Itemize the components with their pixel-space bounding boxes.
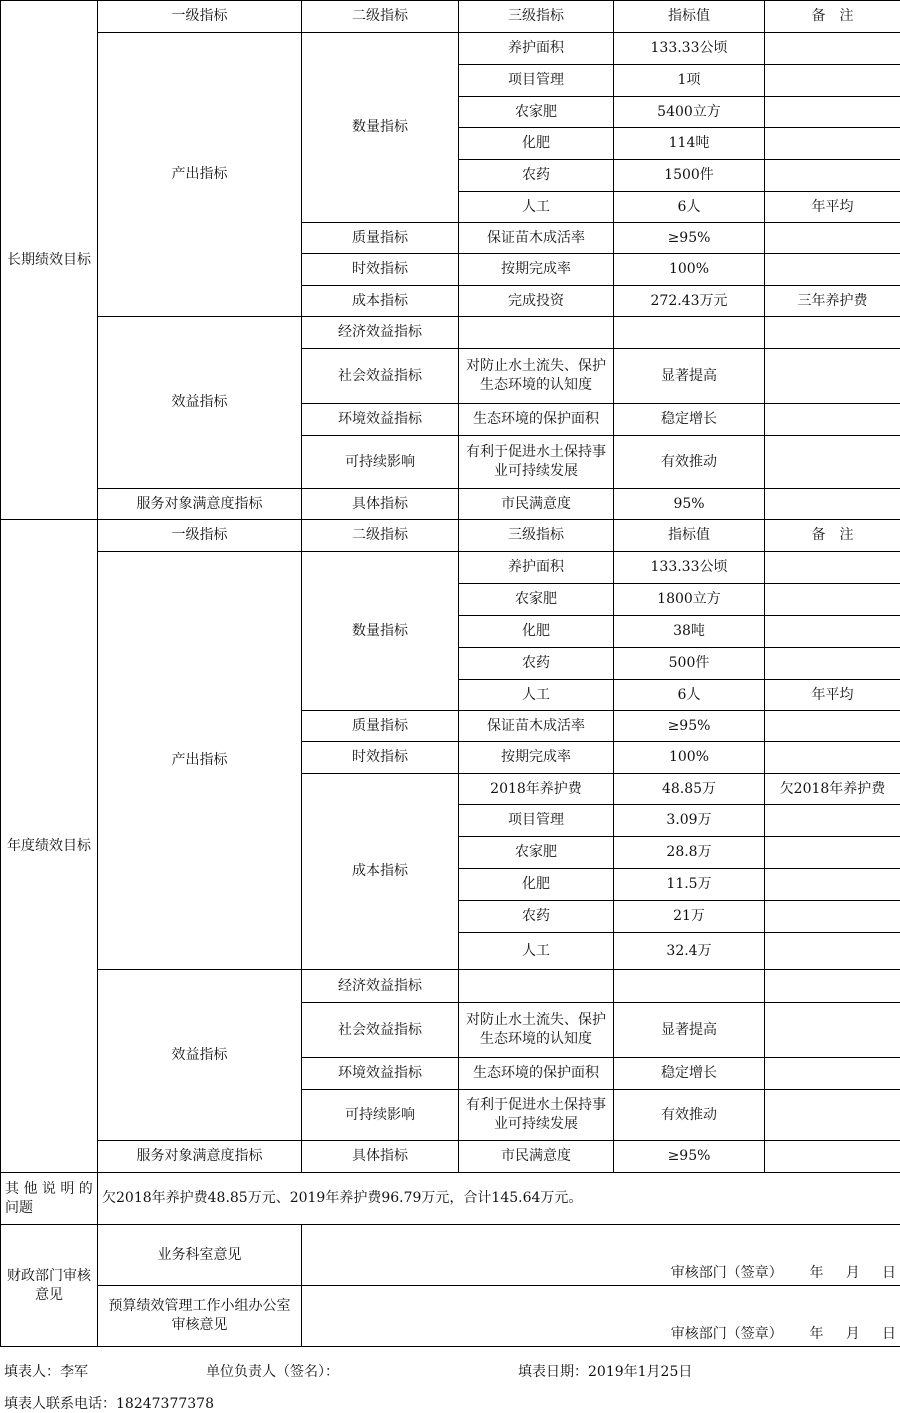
cell [765, 254, 900, 286]
review-signature: 审核部门（签章） 年 月 日 [671, 1325, 896, 1344]
cell [765, 223, 900, 254]
filler: 填表人：李军 [4, 1361, 88, 1381]
group-opinion [302, 1286, 900, 1347]
cell: 有利于促进水土保持事业可持续发展 [459, 436, 614, 489]
cell: 人工 [459, 933, 614, 970]
cell: 经济效益指标 [302, 317, 459, 349]
table-row [1, 1225, 900, 1286]
cell [459, 970, 614, 1003]
level1-output: 产出指标 [98, 552, 302, 970]
cell: 可持续影响 [302, 436, 459, 489]
value: 114吨 [614, 128, 765, 160]
cell: 具体指标 [302, 489, 459, 520]
group-opinion-label: 预算绩效管理工作小组办公室审核意见 [98, 1286, 302, 1347]
value: ≥95% [614, 711, 765, 742]
note [765, 805, 900, 837]
cell: 市民满意度 [459, 1141, 614, 1173]
cell: 按期完成率 [459, 742, 614, 774]
column-header: 二级指标 [302, 520, 459, 552]
cell: 完成投资 [459, 286, 614, 317]
unit-leader: 单位负责人（签名）： [206, 1361, 339, 1381]
note: 三年养护费 [765, 286, 900, 317]
value: 28.8万 [614, 837, 765, 869]
note [765, 648, 900, 680]
cell: 农药 [459, 648, 614, 680]
value: 272.43万元 [614, 286, 765, 317]
cell: 质量指标 [302, 711, 459, 742]
value: 1500件 [614, 160, 765, 192]
cell: 环境效益指标 [302, 1058, 459, 1090]
value: ≥95% [614, 1141, 765, 1173]
cell [765, 436, 900, 489]
level2-quantity: 数量指标 [302, 552, 459, 711]
section-label: 长期绩效目标 [1, 1, 98, 520]
level1-benefit: 效益指标 [98, 317, 302, 489]
value: 显著提高 [614, 1003, 765, 1058]
review-signature: 审核部门（签章） 年 月 日 [671, 1264, 896, 1283]
value: 稳定增长 [614, 1058, 765, 1090]
cell [765, 317, 900, 349]
cell: 农药 [459, 160, 614, 192]
cell [765, 711, 900, 742]
value: 21万 [614, 901, 765, 933]
cell: 人工 [459, 192, 614, 223]
table-row [1, 552, 900, 584]
cell [765, 742, 900, 774]
note [765, 97, 900, 128]
cell: 养护面积 [459, 552, 614, 584]
table-row [1, 1286, 900, 1347]
cell: 保证苗木成活率 [459, 223, 614, 254]
cell: 项目管理 [459, 65, 614, 97]
note: 年平均 [765, 680, 900, 711]
cell: 时效指标 [302, 742, 459, 774]
cell [765, 970, 900, 1003]
cell: 化肥 [459, 616, 614, 648]
cell [765, 1090, 900, 1141]
cell: 市民满意度 [459, 489, 614, 520]
table-row [1, 489, 900, 520]
cell: 有利于促进水土保持事业可持续发展 [459, 1090, 614, 1141]
cell: 服务对象满意度指标 [98, 1141, 302, 1173]
cell: 化肥 [459, 869, 614, 901]
value: 稳定增长 [614, 404, 765, 436]
cell: 环境效益指标 [302, 404, 459, 436]
column-header: 备 注 [765, 520, 900, 552]
note [765, 933, 900, 970]
note: 欠2018年养护费 [765, 774, 900, 805]
filler-phone: 填表人联系电话：18247377378 [4, 1393, 214, 1413]
note [765, 65, 900, 97]
column-header: 一级指标 [98, 520, 302, 552]
value: 1800立方 [614, 584, 765, 616]
value: 133.33公顷 [614, 33, 765, 65]
note: 年平均 [765, 192, 900, 223]
dept-opinion [302, 1225, 900, 1286]
note [765, 128, 900, 160]
value: 6人 [614, 680, 765, 711]
cell: 农家肥 [459, 584, 614, 616]
note [765, 616, 900, 648]
note [765, 869, 900, 901]
value: 3.09万 [614, 805, 765, 837]
cell: 生态环境的保护面积 [459, 1058, 614, 1090]
cell: 经济效益指标 [302, 970, 459, 1003]
value: ≥95% [614, 223, 765, 254]
column-header: 三级指标 [459, 1, 614, 33]
value: 100% [614, 742, 765, 774]
cell: 社会效益指标 [302, 1003, 459, 1058]
cell: 保证苗木成活率 [459, 711, 614, 742]
cell: 可持续影响 [302, 1090, 459, 1141]
value: 95% [614, 489, 765, 520]
cell [765, 1141, 900, 1173]
level2-cost: 成本指标 [302, 774, 459, 970]
cell: 农药 [459, 901, 614, 933]
cell: 项目管理 [459, 805, 614, 837]
cell [614, 317, 765, 349]
value: 显著提高 [614, 349, 765, 404]
note [765, 33, 900, 65]
cell: 成本指标 [302, 286, 459, 317]
column-header: 备 注 [765, 1, 900, 33]
value: 5400立方 [614, 97, 765, 128]
value: 11.5万 [614, 869, 765, 901]
cell: 具体指标 [302, 1141, 459, 1173]
cell: 化肥 [459, 128, 614, 160]
table-row [1, 970, 900, 1003]
table-row [1, 1, 900, 33]
value: 100% [614, 254, 765, 286]
cell: 农家肥 [459, 837, 614, 869]
value: 48.85万 [614, 774, 765, 805]
dept-opinion-label: 业务科室意见 [98, 1225, 302, 1286]
cell: 社会效益指标 [302, 349, 459, 404]
note [765, 901, 900, 933]
cell [459, 317, 614, 349]
cell: 生态环境的保护面积 [459, 404, 614, 436]
value: 6人 [614, 192, 765, 223]
section-label: 年度绩效目标 [1, 520, 98, 1173]
other-text: 欠2018年养护费48.85万元、2019年养护费96.79万元，合计145.64万元。 [98, 1173, 900, 1225]
note [765, 552, 900, 584]
review-label: 财政部门审核意见 [1, 1225, 98, 1347]
level1-output: 产出指标 [98, 33, 302, 317]
note [765, 160, 900, 192]
value: 有效推动 [614, 436, 765, 489]
value: 38吨 [614, 616, 765, 648]
cell: 对防止水土流失、保护生态环境的认知度 [459, 1003, 614, 1058]
cell: 按期完成率 [459, 254, 614, 286]
table-row [1, 1173, 900, 1225]
value: 133.33公顷 [614, 552, 765, 584]
value: 有效推动 [614, 1090, 765, 1141]
value: 1项 [614, 65, 765, 97]
table-row [1, 1141, 900, 1173]
column-header: 指标值 [614, 1, 765, 33]
fill-date: 填表日期：2019年1月25日 [518, 1361, 692, 1381]
note [765, 584, 900, 616]
column-header: 一级指标 [98, 1, 302, 33]
cell: 质量指标 [302, 223, 459, 254]
cell: 服务对象满意度指标 [98, 489, 302, 520]
column-header: 三级指标 [459, 520, 614, 552]
value: 500件 [614, 648, 765, 680]
column-header: 指标值 [614, 520, 765, 552]
table-row [1, 317, 900, 349]
cell: 人工 [459, 680, 614, 711]
note [765, 837, 900, 869]
other-label: 其 他 说 明 的问题 [1, 1173, 98, 1225]
cell [765, 489, 900, 520]
cell [614, 970, 765, 1003]
cell [765, 349, 900, 404]
table-row [1, 33, 900, 65]
cell: 农家肥 [459, 97, 614, 128]
cell: 养护面积 [459, 33, 614, 65]
cell [765, 1003, 900, 1058]
level1-benefit: 效益指标 [98, 970, 302, 1141]
level2-quantity: 数量指标 [302, 33, 459, 223]
cell [765, 404, 900, 436]
column-header: 二级指标 [302, 1, 459, 33]
cell: 对防止水土流失、保护生态环境的认知度 [459, 349, 614, 404]
table-row [1, 520, 900, 552]
cell [765, 1058, 900, 1090]
value: 32.4万 [614, 933, 765, 970]
cell: 时效指标 [302, 254, 459, 286]
cell: 2018年养护费 [459, 774, 614, 805]
